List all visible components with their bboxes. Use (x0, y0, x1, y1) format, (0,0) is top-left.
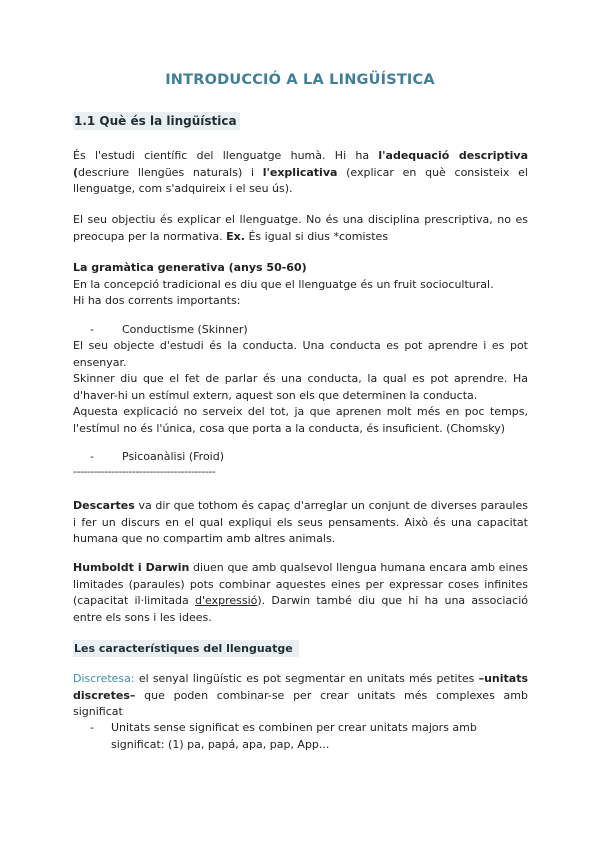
separator-line: ----------------------------------------- (73, 465, 216, 478)
paragraph-humboldt (73, 560, 528, 626)
bold-term: Descartes (73, 499, 135, 512)
term-label: Discretesa: (73, 672, 135, 685)
bold-term: Humboldt i Darwin (73, 561, 190, 574)
paragraph-descartes (73, 498, 528, 548)
bullet-conductisme (90, 322, 248, 339)
underlined-text: d'expressió (195, 594, 258, 607)
generative-section (73, 260, 528, 310)
text-line: Hi ha dos corrents importants: (73, 294, 241, 307)
bullet-psicoanalisi (90, 449, 224, 466)
paragraph-conductisme (73, 338, 528, 437)
paragraph-definition (73, 148, 528, 198)
bullet-label: Unitats sense significat es combinen per crear unitats majors amb significat: (1) pa, papá, apa, pap, App... (111, 721, 477, 751)
text-run: ). Darwin també diu que hi ha una associació entre els sons i les idees. (73, 594, 528, 624)
text-line: Skinner diu que el fet de parlar és una conducta, la qual es pot aprendre. Ha d'haver-hi un estímul extern, aquest son els que determinen la conducta. (73, 372, 528, 402)
section-heading-2: Les característiques del llenguatge (73, 640, 299, 657)
paragraph-objective (73, 212, 528, 245)
bullet-label: Conductisme (Skinner) (122, 323, 248, 336)
text-run: va dir que tothom és capaç d'arreglar un conjunt de diverses paraules i fer un discurs en el qual expliqui els seus pensaments. Això és una capacitat humana que no compartim amb altres animals. (73, 499, 528, 545)
text-run: (explicar en què consisteix el llenguatge, com s'adquireix i el seu ús). (73, 165, 528, 195)
text-run: el senyal lingüístic es pot segmentar en unitats més petites (134, 672, 479, 685)
bold-term: –unitats discretes– (73, 672, 528, 702)
text-line: En la concepció tradicional es diu que el llenguatge és un fruit sociocultural. (73, 277, 494, 291)
section-heading-1: 1.1 Què és la lingüística (73, 112, 240, 130)
text-line: El seu objecte d'estudi és la conducta. Una conducta es pot aprendre i es pot ensenyar. (73, 339, 528, 369)
page-title: INTRODUCCIÓ A LA LINGÜÍSTICA (165, 72, 435, 88)
subheading-generative: La gramàtica generativa (anys 50-60) (73, 261, 307, 274)
text-line: Aquesta explicació no serveix del tot, ja que aprenen molt més en poc temps, l'estímul no és l'única, cosa que porta a la conducta, és insuficient. (Chomsky) (73, 405, 528, 435)
text-run: que poden combinar-se per crear unitats més complexes amb significat (73, 688, 528, 718)
bullet-unitats (90, 720, 528, 753)
paragraph-discretesa (73, 671, 528, 721)
bold-term: l'explicativa (262, 165, 338, 179)
dash-marker: - (90, 721, 94, 734)
dash-marker: - (90, 450, 94, 463)
text-run: És igual si dius *comistes (244, 229, 389, 243)
text-run: El seu objectiu és explicar el llenguatge. No és una disciplina prescriptiva, no es preocupa per la normativa. (73, 213, 528, 243)
text-run: diuen que amb qualsevol llengua humana encara amb eines limitades (paraules) pots combinar aquestes eines per expressar coses infinites (capacitat il·limitada (73, 561, 528, 607)
text-run: És l'estudi científic del llenguatge humà. Hi ha (73, 149, 379, 162)
bold-term: l'adequació descriptiva ( (73, 149, 528, 179)
text-run: descriure llengües naturals) i (78, 165, 263, 179)
bold-term: Ex. (226, 229, 245, 243)
dash-marker: - (90, 323, 94, 336)
bullet-label: Psicoanàlisi (Froid) (122, 450, 225, 463)
